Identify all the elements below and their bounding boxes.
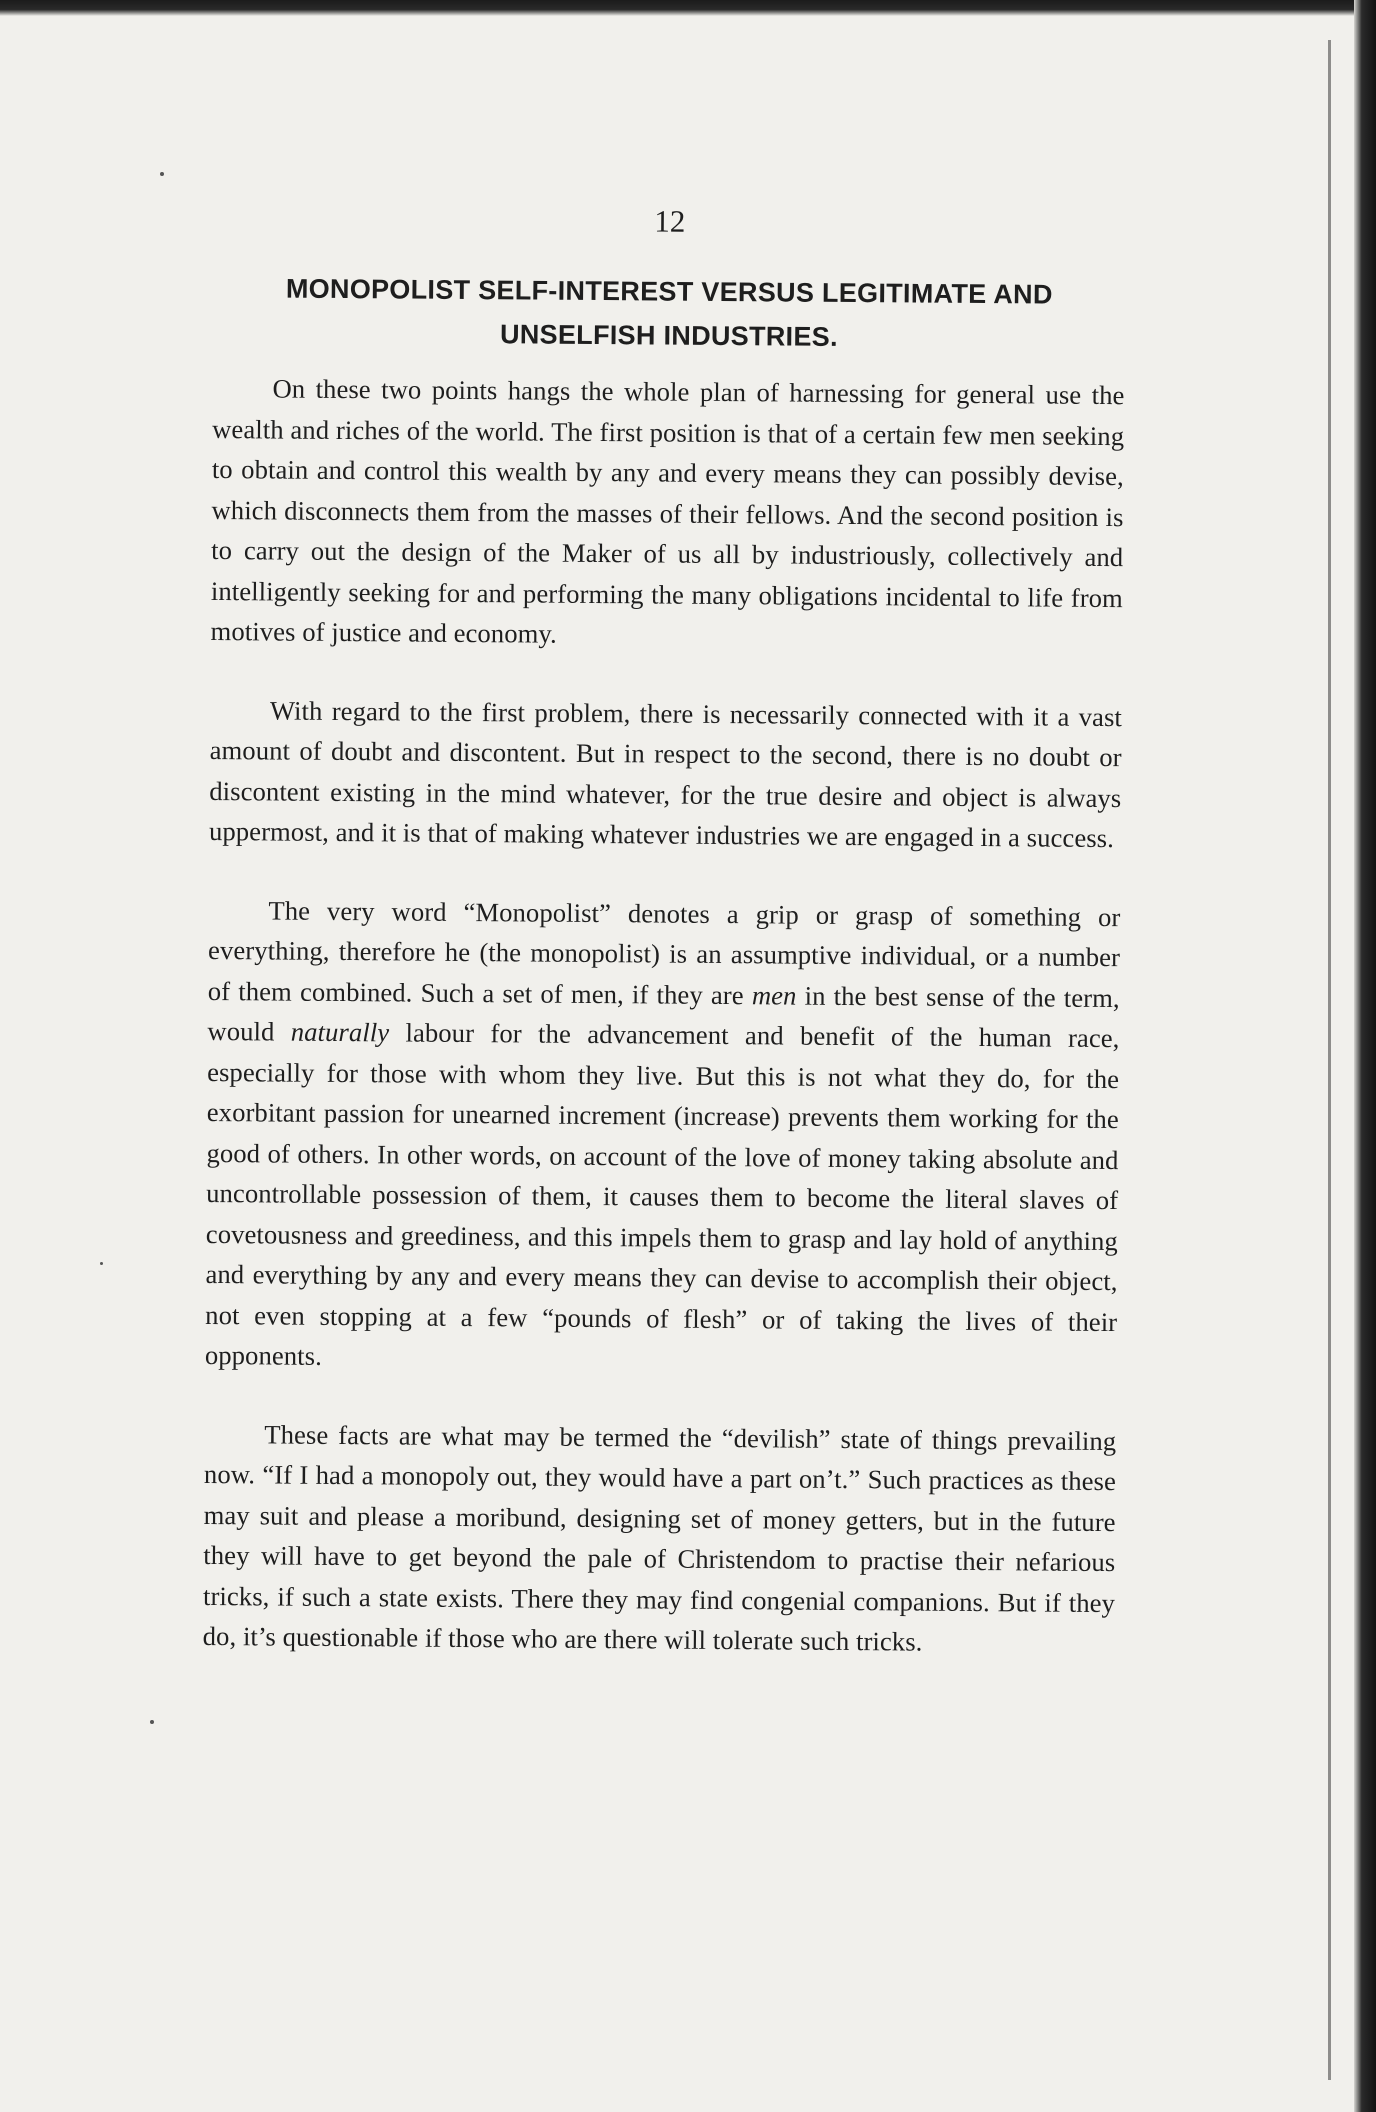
paragraph-1: On these two points hangs the whole plan of harnessing for general use the wealth and riches of the world. The first position is that of a certain few men seeking to obtain and control this wealth by any and every means they can possibly devise, which disconnects them from the masses of their fellows. And the second position is to carry out the design of the Maker of us all by industriously, collectively and intelligently seeking for and performing the many obligations incidental to life from motives of justice and economy.	[210, 373, 1125, 649]
section-heading	[213, 266, 1126, 361]
paragraph-3-text-a: The very word “Monopolist” denotes a grip or grasp of something or everything, therefore he (the monopolist) is an assumptive individual, or a number of them combined. Such a set of men, if they are	[207, 894, 1121, 1010]
scan-top-shadow	[0, 0, 1376, 16]
paragraph-4: These facts are what may be termed the “devilish” state of things prevailing now. “If I had a monopoly out, they would have a part on’t.” Such practices as these may suit and please a moribund, designing set of money getters, but in the future they will have to get beyond the pale of Christendom to practise their nefarious tricks, if such a state exists. There they may find congenial companions. But if they do, it’s questionable if those who are there will tolerate such tricks.	[202, 1418, 1117, 1657]
paragraph-3-text-b: in the best sense of the term, would	[207, 980, 1120, 1047]
paragraph-3	[205, 889, 1121, 1382]
scan-speck	[150, 1720, 154, 1724]
page-fold-line	[1328, 40, 1331, 2080]
paragraph-3-text-c: labour for the advancement and benefit of the human race, especially for those with whom they live. But this is not what they do, for the exorbitant passion for unearned increment (increase) prevents them working for the good of others. In other words, on account of the love of money taking absolute and uncontrollable possession of them, it causes them to become the literal slaves of covetousness and greediness, and this impels them to grasp and lay hold of anything and everything by any and every means they can devise to accomplish their object, not even stopping at a few “pounds of flesh” or of taking the lives of their opponents.	[204, 1017, 1120, 1371]
page-number: 12	[654, 203, 686, 239]
heading-line-1: MONOPOLIST SELF-INTEREST VERSUS LEGITIMATE AND	[285, 273, 1053, 310]
italic-word-men: men	[751, 979, 797, 1011]
paragraph-2: With regard to the first problem, there is necessarily connected with it a vast amount of doubt and discontent. But in respect to the second, there is no doubt or discontent existing in the mind whatever, for the true desire and object is always uppermost, and it is that of making whatever industries we are engaged in a success.	[208, 694, 1123, 854]
scan-right-edge	[1354, 0, 1376, 2112]
scan-speck	[160, 172, 164, 176]
italic-word-naturally: naturally	[290, 1016, 390, 1048]
scan-speck	[100, 1262, 103, 1265]
heading-line-2: UNSELFISH INDUSTRIES.	[499, 319, 838, 352]
page-content	[202, 200, 1126, 1702]
